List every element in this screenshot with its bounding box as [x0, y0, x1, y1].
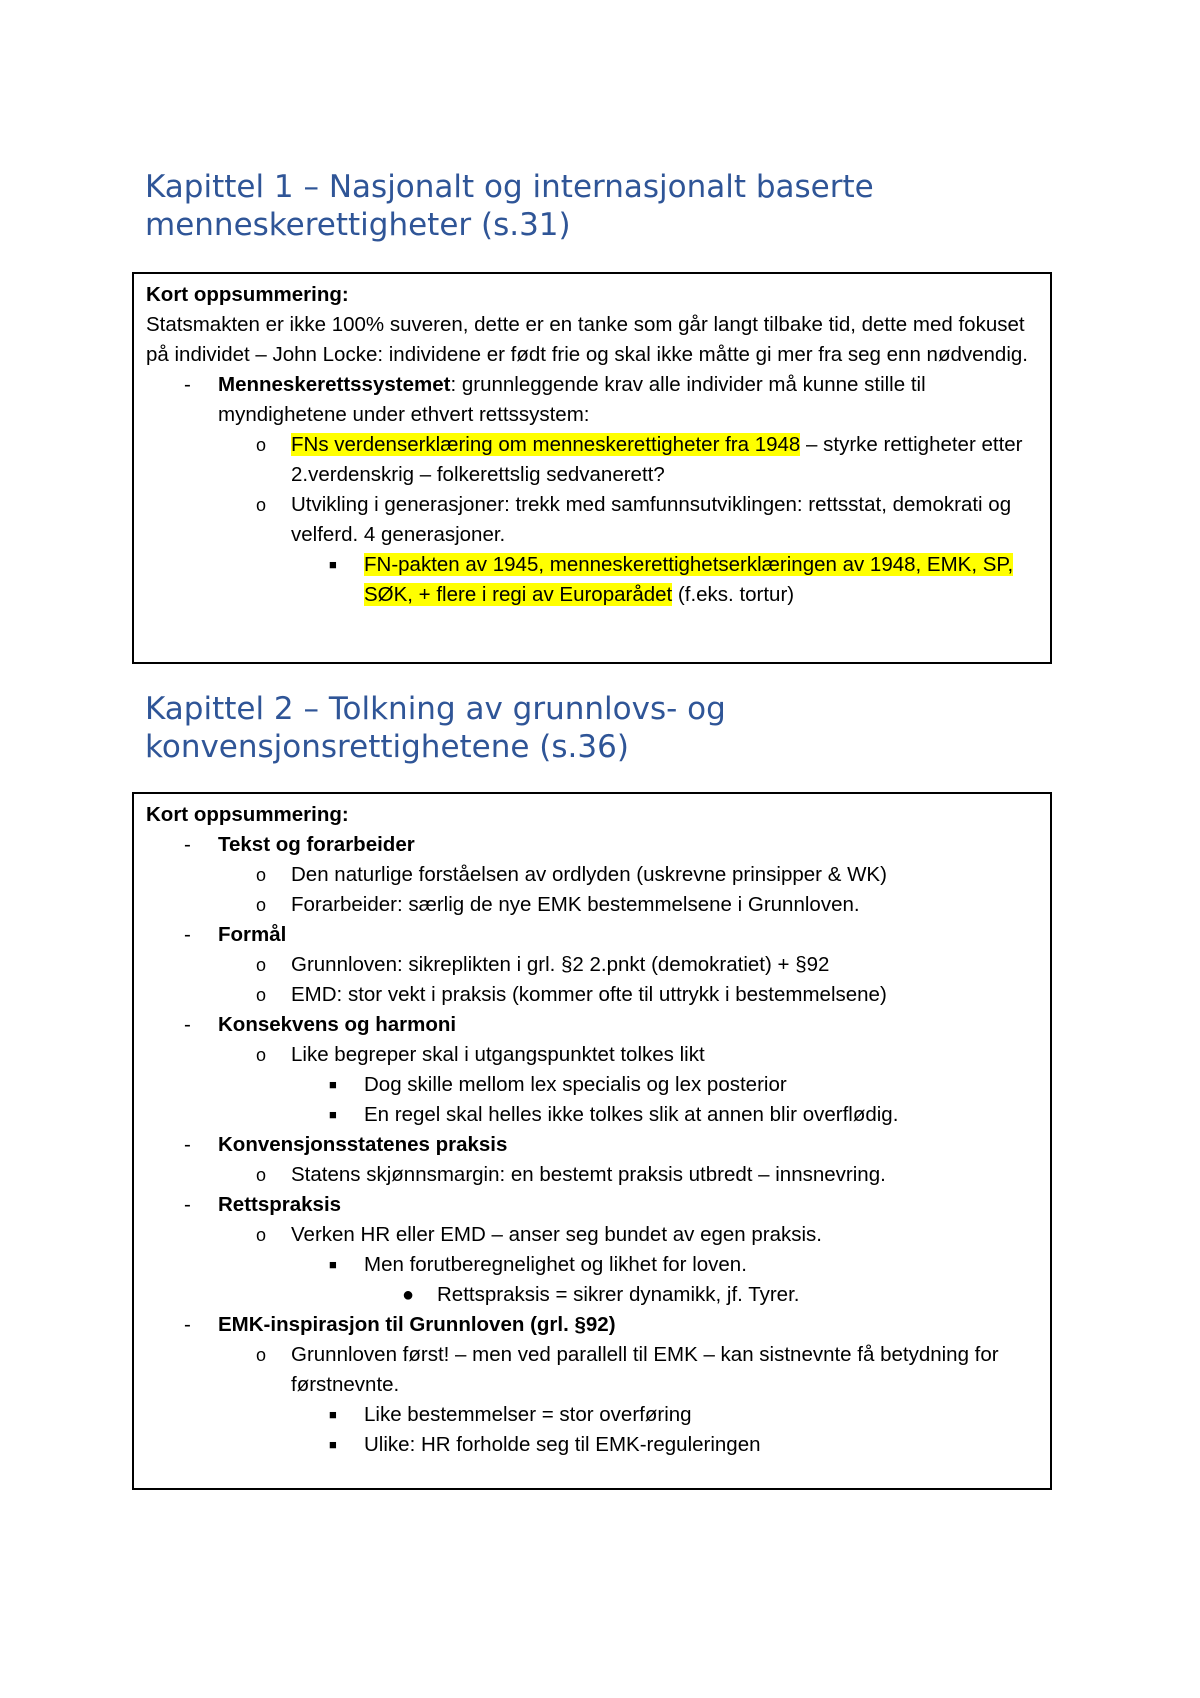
generasjoner-text: Utvikling i generasjoner: trekk med samfunnsutviklingen: rettsstat, demokrati og velferd. 4 generasjoner. — [291, 493, 1012, 546]
statenes-praksis-heading: Konvensjonsstatenes praksis — [218, 1133, 508, 1156]
list-item-formal-2 — [146, 980, 1038, 1010]
dash-bullet: - — [184, 373, 191, 396]
circle-bullet: o — [256, 1045, 267, 1065]
emk-inspirasjon-heading: EMK-inspirasjon til Grunnloven (grl. §92) — [218, 1313, 616, 1336]
dash-bullet: - — [184, 833, 191, 856]
dash-bullet: - — [184, 1013, 191, 1036]
chapter-2-heading-line-1: Kapittel 2 – Tolkning av grunnlovs- og — [145, 691, 726, 727]
square-bullet: ■ — [329, 1407, 337, 1422]
list-item-rettspraksis-1a — [146, 1250, 1038, 1280]
list-item-statenes-praksis — [146, 1130, 1038, 1160]
chapter-2-summary-title: Kort oppsummering: — [146, 803, 349, 826]
chapter-2-heading — [145, 690, 1045, 766]
statenes-1-text: Statens skjønnsmargin: en bestemt praksis utbredt – innsnevring. — [291, 1163, 886, 1186]
list-item-menneskerettssystemet — [146, 370, 1038, 430]
circle-bullet: o — [256, 1225, 267, 1245]
list-item-emk-1 — [146, 1340, 1038, 1400]
list-item-formal-1 — [146, 950, 1038, 980]
square-bullet: ■ — [329, 1107, 337, 1122]
square-bullet: ■ — [329, 557, 337, 572]
chapter-1-summary-box — [132, 272, 1052, 664]
rettspraksis-heading: Rettspraksis — [218, 1193, 342, 1216]
chapter-2-summary-box — [132, 792, 1052, 1490]
fn-erklaering-text: – styrke rettigheter etter 2.verdenskrig – folkerettslig sedvanerett? — [291, 433, 1023, 486]
list-item-rettspraksis-1a-i — [146, 1280, 1038, 1310]
list-item-emk-1b — [146, 1430, 1038, 1460]
circle-bullet: o — [256, 895, 267, 915]
konsekvens-1b-text: En regel skal helles ikke tolkes slik at annen blir overflødig. — [364, 1103, 899, 1126]
list-item-tekst-2 — [146, 890, 1038, 920]
list-item-konsekvens-1a — [146, 1070, 1038, 1100]
tekst-heading: Tekst og forarbeider — [218, 833, 415, 856]
chapter-1-heading-line-2: menneskerettigheter (s.31) — [145, 207, 571, 243]
list-item-rettspraksis — [146, 1190, 1038, 1220]
list-item-fn-erklaering — [146, 430, 1038, 490]
list-item-formal — [146, 920, 1038, 950]
fn-pakten-text: (f.eks. tortur) — [672, 583, 795, 606]
list-item-emk-inspirasjon — [146, 1310, 1038, 1340]
list-item-konsekvens-1 — [146, 1040, 1038, 1070]
konsekvens-1a-text: Dog skille mellom lex specialis og lex posterior — [364, 1073, 787, 1096]
list-item-rettspraksis-1 — [146, 1220, 1038, 1250]
square-bullet: ■ — [329, 1077, 337, 1092]
rettspraksis-1a-i-text: Rettspraksis = sikrer dynamikk, jf. Tyrer. — [437, 1283, 800, 1306]
square-bullet: ■ — [329, 1437, 337, 1452]
list-item-emk-1a — [146, 1400, 1038, 1430]
emk-1a-text: Like bestemmelser = stor overføring — [364, 1403, 692, 1426]
konsekvens-heading: Konsekvens og harmoni — [218, 1013, 457, 1036]
dash-bullet: - — [184, 1313, 191, 1336]
formal-2-text: EMD: stor vekt i praksis (kommer ofte til uttrykk i bestemmelsene) — [291, 983, 887, 1006]
list-item-generasjoner — [146, 490, 1038, 550]
circle-bullet: o — [256, 1165, 267, 1185]
dash-bullet: - — [184, 1193, 191, 1216]
emk-1b-text: Ulike: HR forholde seg til EMK-reguleringen — [364, 1433, 761, 1456]
circle-bullet: o — [256, 955, 267, 975]
chapter-1-intro: Statsmakten er ikke 100% suveren, dette er en tanke som går langt tilbake tid, dette med fokuset på individet – John Locke: individene er født frie og skal ikke måtte gi mer fra seg enn nødvendig. — [146, 313, 1028, 366]
dash-bullet: - — [184, 923, 191, 946]
tekst-1-text: Den naturlige forståelsen av ordlyden (uskrevne prinsipper & WK) — [291, 863, 887, 886]
list-item-fn-pakten — [146, 550, 1038, 610]
highlight-fn-pakten: FN-pakten av 1945, menneskerettighetserklæringen av 1948, EMK, SP, SØK, + flere i regi av Europarådet — [364, 553, 1014, 606]
dash-bullet: - — [184, 1133, 191, 1156]
rettspraksis-1a-text: Men forutberegnelighet og likhet for loven. — [364, 1253, 747, 1276]
dot-bullet: ● — [402, 1284, 415, 1306]
list-item-tekst-1 — [146, 860, 1038, 890]
chapter-1-heading — [145, 168, 1045, 244]
menneskerettssystemet-text: : grunnleggende krav alle individer må kunne stille til myndighetene under ethvert rettssystem: — [218, 373, 926, 426]
chapter-1-heading-line-1: Kapittel 1 – Nasjonalt og internasjonalt baserte — [145, 169, 874, 205]
rettspraksis-1-text: Verken HR eller EMD – anser seg bundet av egen praksis. — [291, 1223, 822, 1246]
circle-bullet: o — [256, 435, 267, 455]
circle-bullet: o — [256, 985, 267, 1005]
list-item-konsekvens — [146, 1010, 1038, 1040]
chapter-2-heading-line-2: konvensjonsrettighetene (s.36) — [145, 729, 629, 765]
list-item-statenes-1 — [146, 1160, 1038, 1190]
emk-1-text: Grunnloven først! – men ved parallell til EMK – kan sistnevnte få betydning for førstnevnte. — [291, 1343, 999, 1396]
konsekvens-1-text: Like begreper skal i utgangspunktet tolkes likt — [291, 1043, 705, 1066]
highlight-fn-erklaering: FNs verdenserklæring om menneskerettigheter fra 1948 — [291, 433, 801, 456]
tekst-2-text: Forarbeider: særlig de nye EMK bestemmelsene i Grunnloven. — [291, 893, 860, 916]
chapter-1-summary-title: Kort oppsummering: — [146, 283, 349, 306]
list-item-tekst — [146, 830, 1038, 860]
square-bullet: ■ — [329, 1257, 337, 1272]
circle-bullet: o — [256, 865, 267, 885]
term-menneskerettssystemet: Menneskerettssystemet — [218, 373, 451, 396]
list-item-konsekvens-1b — [146, 1100, 1038, 1130]
circle-bullet: o — [256, 495, 267, 515]
circle-bullet: o — [256, 1345, 267, 1365]
formal-heading: Formål — [218, 923, 287, 946]
formal-1-text: Grunnloven: sikreplikten i grl. §2 2.pnkt (demokratiet) + §92 — [291, 953, 830, 976]
